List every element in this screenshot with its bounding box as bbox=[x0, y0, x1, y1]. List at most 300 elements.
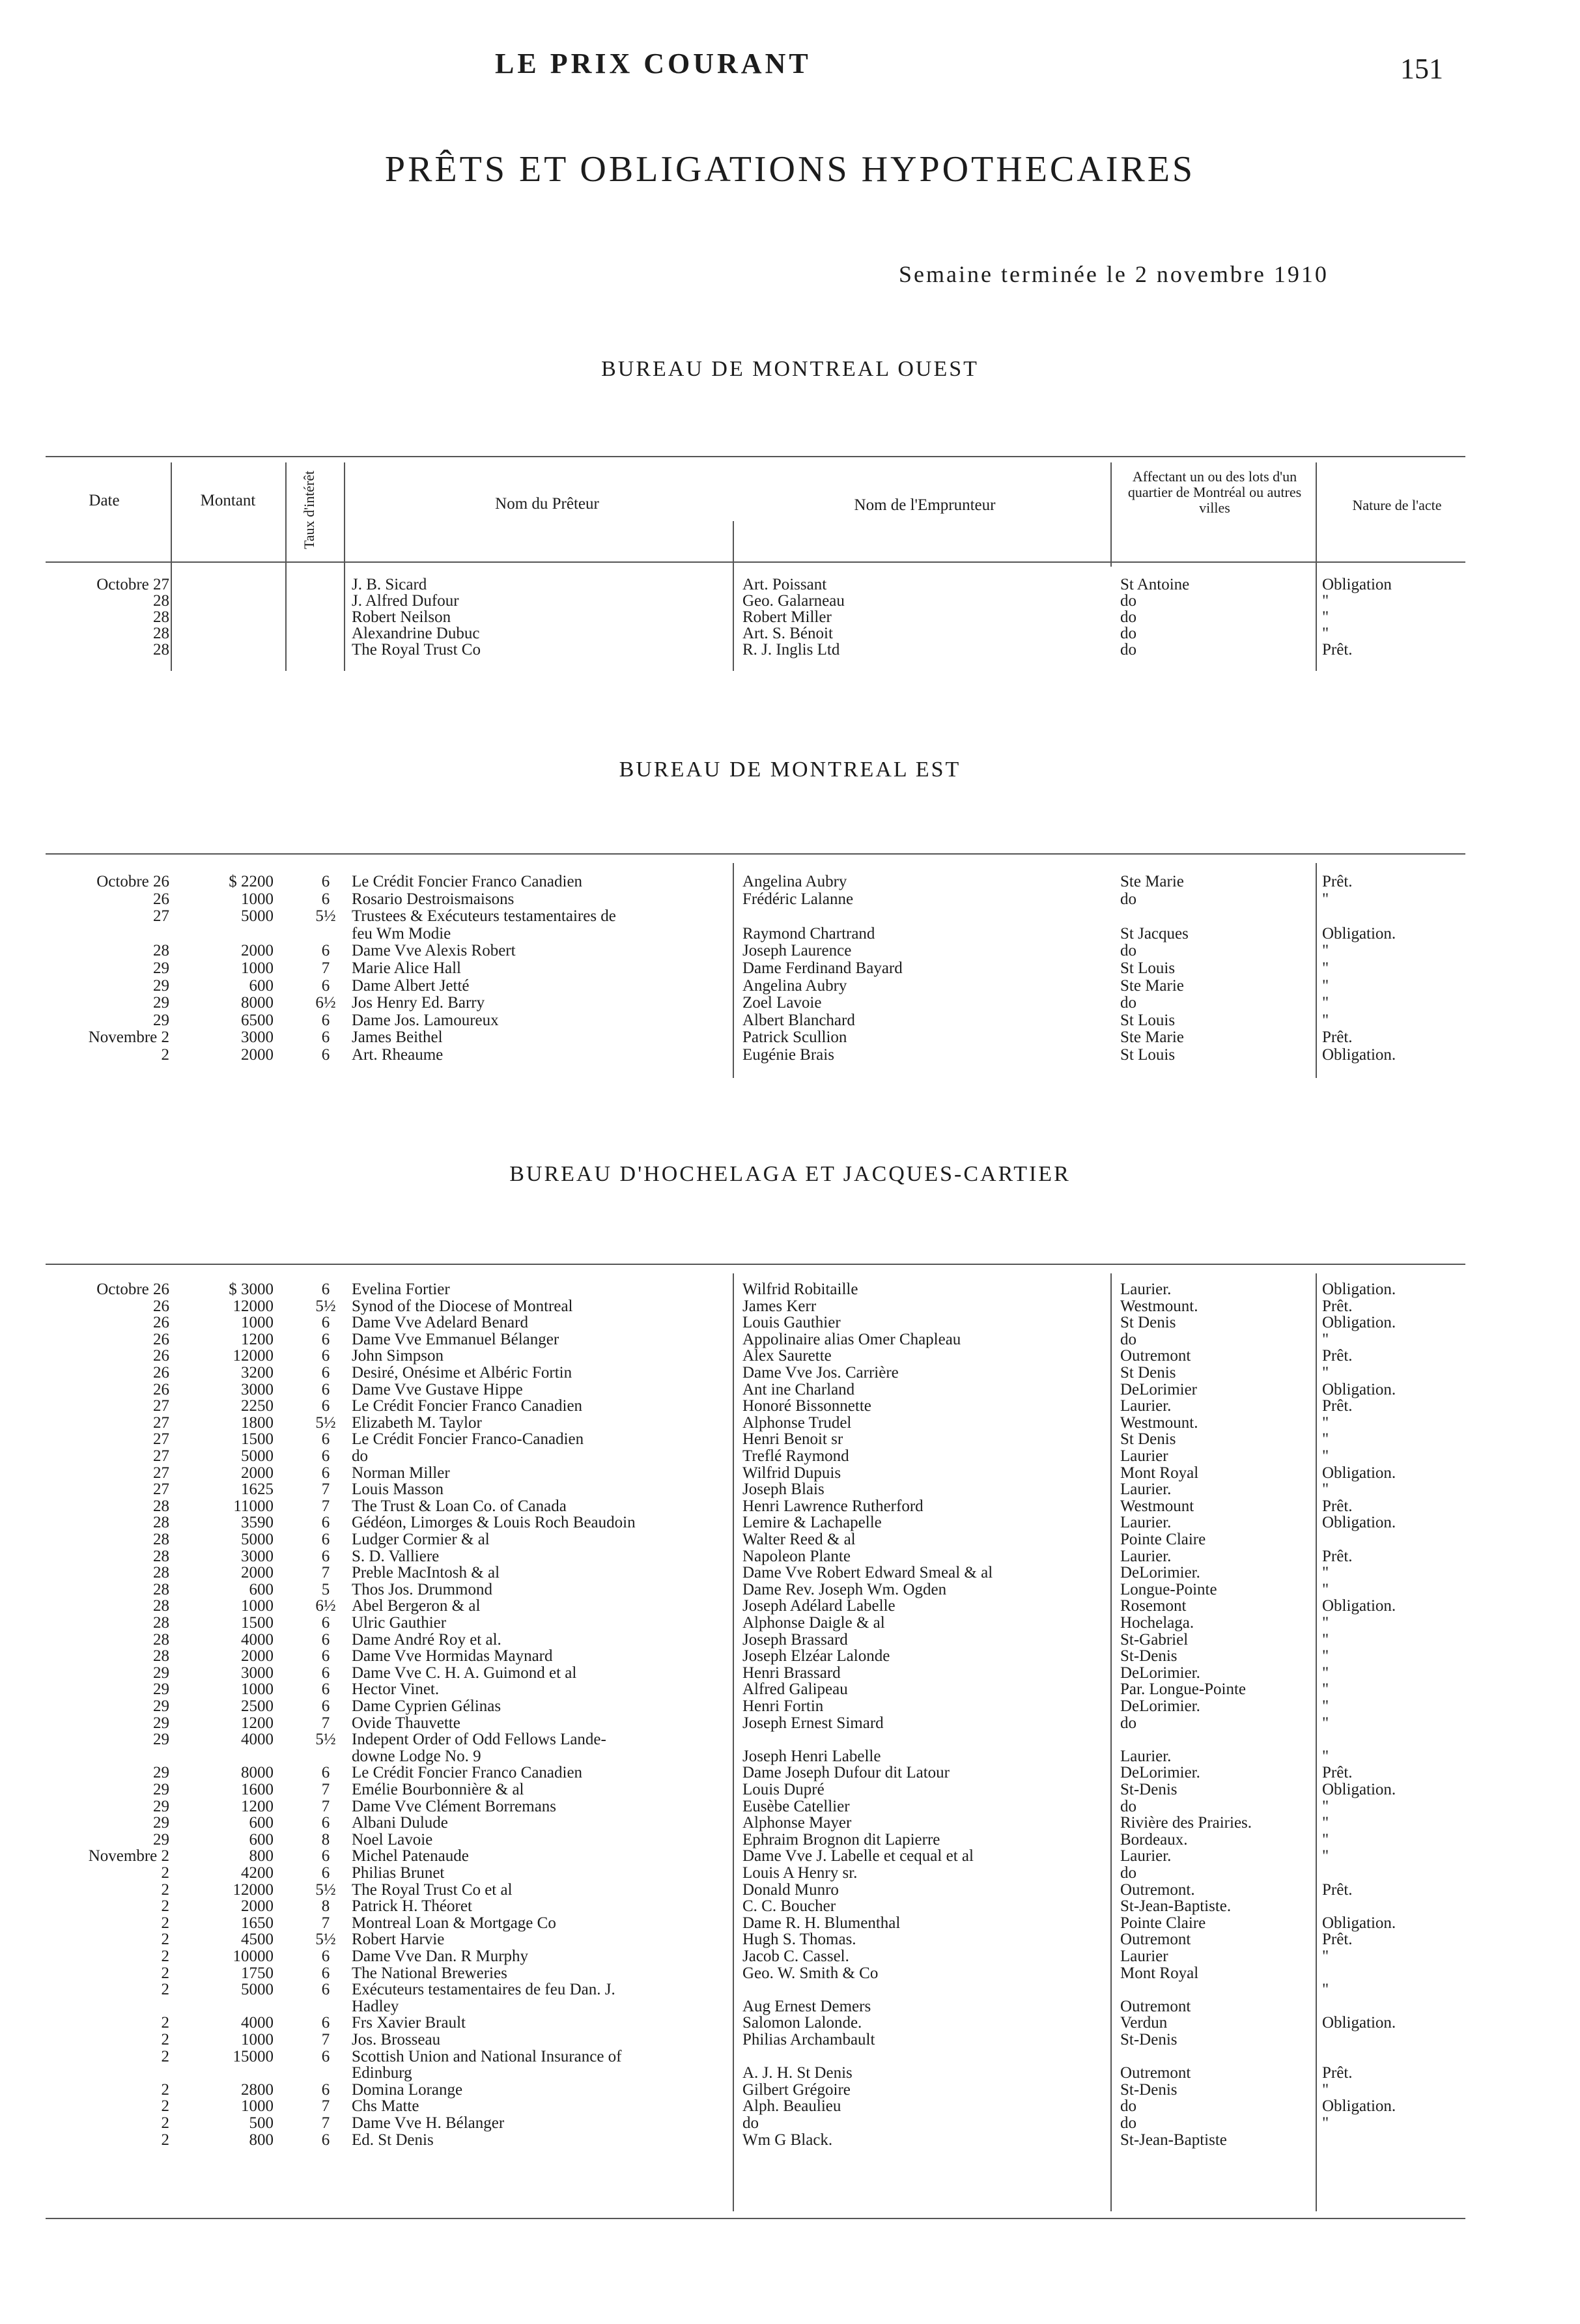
date-cell: 2 bbox=[161, 1981, 169, 1999]
location-cell: Rosemont bbox=[1120, 1597, 1187, 1615]
lender-cell: Preble MacIntosh & al bbox=[352, 1564, 500, 1582]
borrower-cell: Wilfrid Robitaille bbox=[742, 1281, 858, 1298]
location-cell: Pointe Claire bbox=[1120, 1531, 1206, 1548]
lender-cell: Thos Jos. Drummond bbox=[352, 1580, 492, 1598]
location-cell: St Louis bbox=[1120, 1046, 1176, 1064]
lender-cell: Frs Xavier Brault bbox=[352, 2014, 466, 2032]
nature-cell: Prêt. bbox=[1322, 1764, 1353, 1782]
location-cell: Outremont. bbox=[1120, 1880, 1195, 1899]
nature-cell: " bbox=[1322, 1714, 1329, 1732]
nature-cell: Obligation. bbox=[1322, 1914, 1396, 1932]
amount-cell: 800 bbox=[249, 1847, 274, 1865]
date-cell: 2 bbox=[161, 1914, 169, 1932]
date-cell: 29 bbox=[153, 1830, 169, 1849]
col-divider bbox=[285, 462, 287, 671]
location-cell: Outremont bbox=[1120, 1997, 1191, 2015]
lender-cell: Dame Vve Clément Borremans bbox=[352, 1797, 557, 1815]
nature-cell: " bbox=[1322, 1981, 1329, 1999]
amount-cell: 1000 bbox=[241, 1597, 274, 1615]
amount-cell: 1600 bbox=[241, 1781, 274, 1798]
lender-cell: Evelina Fortier bbox=[352, 1281, 450, 1298]
borrower-cell: Salomon Lalonde. bbox=[742, 2014, 862, 2032]
date-cell: 29 bbox=[153, 1680, 169, 1699]
borrower-cell: Dame Vve J. Labelle et cequal et al bbox=[742, 1847, 974, 1865]
rate-cell: 6 bbox=[321, 1630, 330, 1649]
borrower-cell: Wilfrid Dupuis bbox=[742, 1464, 841, 1482]
section-rule bbox=[46, 853, 1465, 855]
rate-cell: 6 bbox=[321, 873, 330, 890]
location-cell: St-Gabriel bbox=[1120, 1630, 1189, 1649]
borrower-cell: Treflé Raymond bbox=[742, 1447, 849, 1465]
nature-cell: " bbox=[1322, 959, 1329, 977]
date-cell: Novembre 2 bbox=[88, 1028, 169, 1047]
date-cell: 28 bbox=[153, 1531, 169, 1548]
rate-cell: 5 bbox=[321, 1580, 330, 1598]
rate-cell: 6 bbox=[321, 1664, 330, 1682]
borrower-cell: Joseph Blais bbox=[742, 1481, 825, 1499]
location-cell: do bbox=[1120, 1797, 1136, 1815]
rate-cell: 6 bbox=[321, 1011, 330, 1029]
amount-cell: 12000 bbox=[233, 1297, 274, 1315]
location-cell: Laurier. bbox=[1120, 1514, 1172, 1532]
col-head-location: Affectant un ou des lots d'un quartier de Montréal ou autres villes bbox=[1127, 468, 1302, 516]
amount-cell: 3000 bbox=[241, 1380, 274, 1398]
borrower-cell: Alphonse Trudel bbox=[742, 1413, 852, 1432]
borrower-cell: Appolinaire alias Omer Chapleau bbox=[742, 1330, 961, 1348]
location-cell: Verdun bbox=[1120, 2014, 1168, 2032]
rate-cell: 6 bbox=[321, 1647, 330, 1665]
amount-cell: 8000 bbox=[241, 994, 274, 1012]
borrower-cell: Walter Reed & al bbox=[742, 1531, 856, 1548]
rate-cell: 6½ bbox=[315, 994, 336, 1012]
borrower-cell: Joseph Laurence bbox=[742, 942, 852, 960]
date-cell: 29 bbox=[153, 1011, 169, 1029]
location-cell: Mont Royal bbox=[1120, 1964, 1199, 1982]
date-cell: 2 bbox=[161, 2097, 169, 2116]
amount-cell: 1625 bbox=[241, 1481, 274, 1499]
nature-cell: " bbox=[1322, 1664, 1329, 1682]
lender-cell: Robert Neilson bbox=[352, 608, 451, 626]
amount-cell: 12000 bbox=[233, 1880, 274, 1899]
location-cell: Longue-Pointe bbox=[1120, 1580, 1217, 1598]
nature-cell: " bbox=[1322, 2114, 1329, 2132]
rate-cell: 7 bbox=[321, 1497, 330, 1515]
date-cell: 29 bbox=[153, 1797, 169, 1815]
nature-cell: Obligation. bbox=[1322, 1380, 1396, 1398]
location-cell: do bbox=[1120, 608, 1136, 626]
borrower-cell: Raymond Chartrand bbox=[742, 924, 875, 942]
date-cell: 27 bbox=[153, 1481, 169, 1499]
location-cell: do bbox=[1120, 1864, 1136, 1882]
rate-cell: 7 bbox=[321, 2097, 330, 2116]
date-cell: 29 bbox=[153, 1764, 169, 1782]
borrower-cell: Frédéric Lalanne bbox=[742, 890, 854, 908]
nature-cell: " bbox=[1322, 1447, 1329, 1465]
amount-cell: 3000 bbox=[241, 1664, 274, 1682]
location-cell: Outremont bbox=[1120, 1347, 1191, 1365]
borrower-cell: Robert Miller bbox=[742, 608, 832, 626]
borrower-cell: Louis Dupré bbox=[742, 1781, 825, 1798]
location-cell: DeLorimier. bbox=[1120, 1664, 1200, 1682]
nature-cell: " bbox=[1322, 1747, 1329, 1765]
lender-cell: Marie Alice Hall bbox=[352, 959, 461, 977]
amount-cell: 500 bbox=[249, 2114, 274, 2132]
lender-cell: Scottish Union and National Insurance of bbox=[352, 2047, 622, 2065]
location-cell: St Denis bbox=[1120, 1364, 1176, 1382]
location-cell: do bbox=[1120, 942, 1136, 960]
lender-cell: J. Alfred Dufour bbox=[352, 592, 459, 610]
location-cell: Laurier bbox=[1120, 1948, 1168, 1965]
lender-cell: Philias Brunet bbox=[352, 1864, 445, 1882]
location-cell: St Antoine bbox=[1120, 576, 1190, 593]
lender-cell: Robert Harvie bbox=[352, 1931, 445, 1949]
lender-cell: Ed. St Denis bbox=[352, 2131, 434, 2149]
nature-cell: Obligation. bbox=[1322, 1464, 1396, 1482]
date-cell: 26 bbox=[153, 1364, 169, 1382]
borrower-cell: Donald Munro bbox=[742, 1880, 839, 1899]
borrower-cell: Gilbert Grégoire bbox=[742, 2080, 851, 2099]
rate-cell: 6 bbox=[321, 1430, 330, 1449]
table-bottom-rule bbox=[46, 2218, 1465, 2219]
lender-cell: Le Crédit Foncier Franco Canadien bbox=[352, 1764, 583, 1782]
date-cell: 28 bbox=[153, 1580, 169, 1598]
nature-cell: " bbox=[1322, 1697, 1329, 1715]
amount-cell: 15000 bbox=[233, 2047, 274, 2065]
nature-cell: Obligation. bbox=[1322, 1781, 1396, 1798]
amount-cell: 4000 bbox=[241, 1630, 274, 1649]
rate-cell: 6 bbox=[321, 942, 330, 960]
rate-cell: 6 bbox=[321, 2047, 330, 2065]
rate-cell: 6 bbox=[321, 1864, 330, 1882]
amount-cell: $ 3000 bbox=[229, 1281, 274, 1298]
nature-cell: " bbox=[1322, 1680, 1329, 1699]
lender-cell: Dame Vve Alexis Robert bbox=[352, 942, 516, 960]
lender-cell: Emélie Bourbonnière & al bbox=[352, 1781, 524, 1798]
borrower-cell: Honoré Bissonnette bbox=[742, 1397, 871, 1415]
lender-cell: The Trust & Loan Co. of Canada bbox=[352, 1497, 567, 1515]
rate-cell: 7 bbox=[321, 2031, 330, 2048]
col-divider bbox=[171, 462, 172, 671]
nature-cell: Obligation. bbox=[1322, 2014, 1396, 2032]
location-cell: Westmount. bbox=[1120, 1413, 1198, 1432]
nature-cell: " bbox=[1322, 1814, 1329, 1832]
borrower-cell: Louis A Henry sr. bbox=[742, 1864, 858, 1882]
lender-cell: Edinburg bbox=[352, 2064, 412, 2082]
date-cell: 28 bbox=[153, 1614, 169, 1632]
amount-cell: 5000 bbox=[241, 907, 274, 926]
date-cell: 2 bbox=[161, 2031, 169, 2048]
rate-cell: 8 bbox=[321, 1830, 330, 1849]
amount-cell: 1000 bbox=[241, 959, 274, 977]
amount-cell: 1650 bbox=[241, 1914, 274, 1932]
rate-cell: 5½ bbox=[315, 1931, 336, 1949]
borrower-cell: Dame Rev. Joseph Wm. Ogden bbox=[742, 1580, 947, 1598]
location-cell: do bbox=[1120, 641, 1136, 659]
borrower-cell: Jacob C. Cassel. bbox=[742, 1948, 849, 1965]
rate-cell: 6 bbox=[321, 1764, 330, 1782]
borrower-cell: Joseph Henri Labelle bbox=[742, 1747, 881, 1765]
nature-cell: " bbox=[1322, 2080, 1329, 2099]
location-cell: Westmount bbox=[1120, 1497, 1194, 1515]
borrower-cell: Philias Archambault bbox=[742, 2031, 875, 2048]
borrower-cell: C. C. Boucher bbox=[742, 1897, 836, 1916]
nature-cell: Obligation bbox=[1322, 576, 1392, 593]
rate-cell: 5½ bbox=[315, 1880, 336, 1899]
rate-cell: 6½ bbox=[315, 1597, 336, 1615]
borrower-cell: Ephraim Brognon dit Lapierre bbox=[742, 1830, 940, 1849]
nature-cell: Obligation. bbox=[1322, 1514, 1396, 1532]
borrower-cell: Dame Joseph Dufour dit Latour bbox=[742, 1764, 950, 1782]
rate-cell: 5½ bbox=[315, 907, 336, 926]
amount-cell: 2000 bbox=[241, 1464, 274, 1482]
borrower-cell: Zoel Lavoie bbox=[742, 994, 822, 1012]
amount-cell: 1000 bbox=[241, 2097, 274, 2116]
borrower-cell: Ant ine Charland bbox=[742, 1380, 855, 1398]
amount-cell: 11000 bbox=[233, 1497, 274, 1515]
borrower-cell: Joseph Ernest Simard bbox=[742, 1714, 884, 1732]
amount-cell: 2500 bbox=[241, 1697, 274, 1715]
rate-cell: 6 bbox=[321, 1514, 330, 1532]
location-cell: Outremont bbox=[1120, 1931, 1191, 1949]
location-cell: do bbox=[1120, 1714, 1136, 1732]
borrower-cell: Eusèbe Catellier bbox=[742, 1797, 850, 1815]
col-head-borrower: Nom de l'Emprunteur bbox=[854, 496, 996, 514]
lender-cell: Le Crédit Foncier Franco-Canadien bbox=[352, 1430, 584, 1449]
lender-cell: Dame Cyprien Gélinas bbox=[352, 1697, 501, 1715]
amount-cell: 3200 bbox=[241, 1364, 274, 1382]
location-cell: Mont Royal bbox=[1120, 1464, 1199, 1482]
amount-cell: 4000 bbox=[241, 2014, 274, 2032]
nature-cell: " bbox=[1322, 1797, 1329, 1815]
date-cell: 29 bbox=[153, 1664, 169, 1682]
borrower-cell: Dame Ferdinand Bayard bbox=[742, 959, 903, 977]
lender-cell: James Beithel bbox=[352, 1028, 443, 1047]
rate-cell: 6 bbox=[321, 1948, 330, 1965]
location-cell: Par. Longue-Pointe bbox=[1120, 1680, 1247, 1699]
lender-cell: Le Crédit Foncier Franco Canadien bbox=[352, 1397, 583, 1415]
rate-cell: 7 bbox=[321, 1914, 330, 1932]
borrower-cell: Wm G Black. bbox=[742, 2131, 833, 2149]
borrower-cell: Louis Gauthier bbox=[742, 1314, 841, 1332]
rate-cell: 6 bbox=[321, 1464, 330, 1482]
location-cell: St Louis bbox=[1120, 959, 1176, 977]
rate-cell: 6 bbox=[321, 890, 330, 908]
borrower-cell: James Kerr bbox=[742, 1297, 817, 1315]
rate-cell: 6 bbox=[321, 1614, 330, 1632]
borrower-cell: Joseph Brassard bbox=[742, 1630, 848, 1649]
rate-cell: 6 bbox=[321, 1680, 330, 1699]
date-cell: 26 bbox=[153, 1314, 169, 1332]
borrower-cell: Henri Fortin bbox=[742, 1697, 824, 1715]
location-cell: Ste Marie bbox=[1120, 873, 1184, 890]
rate-cell: 6 bbox=[321, 1397, 330, 1415]
location-cell: Ste Marie bbox=[1120, 976, 1184, 995]
lender-cell: Trustees & Exécuteurs testamentaires de bbox=[352, 907, 616, 926]
date-cell: 29 bbox=[153, 1781, 169, 1798]
date-cell: 2 bbox=[161, 2080, 169, 2099]
date-cell: 28 bbox=[153, 1597, 169, 1615]
location-cell: Outremont bbox=[1120, 2064, 1191, 2082]
location-cell: Laurier. bbox=[1120, 1481, 1172, 1499]
borrower-cell: Dame Vve Robert Edward Smeal & al bbox=[742, 1564, 993, 1582]
page-number: 151 bbox=[1400, 53, 1443, 85]
rate-cell: 6 bbox=[321, 1347, 330, 1365]
date-cell: 2 bbox=[161, 1964, 169, 1982]
location-cell: St-Jean-Baptiste bbox=[1120, 2131, 1227, 2149]
date-cell: 29 bbox=[153, 959, 169, 977]
date-cell: 28 bbox=[153, 1514, 169, 1532]
nature-cell: " bbox=[1322, 625, 1329, 642]
location-cell: St-Denis bbox=[1120, 2080, 1178, 2099]
amount-cell: 2800 bbox=[241, 2080, 274, 2099]
rate-cell: 6 bbox=[321, 2014, 330, 2032]
nature-cell: " bbox=[1322, 1430, 1329, 1449]
date-cell: 28 bbox=[153, 1547, 169, 1565]
date-cell: 2 bbox=[161, 1864, 169, 1882]
nature-cell: " bbox=[1322, 1948, 1329, 1965]
date-cell: 27 bbox=[153, 1464, 169, 1482]
table-header-bottom-rule bbox=[46, 561, 1465, 563]
date-cell: Octobre 26 bbox=[96, 873, 169, 890]
rate-cell: 6 bbox=[321, 1697, 330, 1715]
nature-cell: " bbox=[1322, 890, 1329, 908]
nature-cell: " bbox=[1322, 1330, 1329, 1348]
nature-cell: Prêt. bbox=[1322, 1347, 1353, 1365]
borrower-cell: Alphonse Daigle & al bbox=[742, 1614, 885, 1632]
date-cell: 28 bbox=[153, 1497, 169, 1515]
borrower-cell: Henri Lawrence Rutherford bbox=[742, 1497, 924, 1515]
location-cell: Laurier. bbox=[1120, 1281, 1172, 1298]
borrower-cell: Eugénie Brais bbox=[742, 1046, 834, 1064]
lender-cell: Domina Lorange bbox=[352, 2080, 463, 2099]
lender-cell: Exécuteurs testamentaires de feu Dan. J. bbox=[352, 1981, 615, 1999]
date-cell: 2 bbox=[161, 1046, 169, 1064]
location-cell: DeLorimier. bbox=[1120, 1564, 1200, 1582]
borrower-cell: Hugh S. Thomas. bbox=[742, 1931, 856, 1949]
amount-cell: 1500 bbox=[241, 1614, 274, 1632]
col-divider bbox=[344, 462, 345, 671]
date-cell: 26 bbox=[153, 1347, 169, 1365]
borrower-cell: Art. S. Bénoit bbox=[742, 625, 833, 642]
lender-cell: do bbox=[352, 1447, 368, 1465]
date-cell: 29 bbox=[153, 1697, 169, 1715]
lender-cell: Indepent Order of Odd Fellows Lande- bbox=[352, 1731, 606, 1749]
borrower-cell: Aug Ernest Demers bbox=[742, 1997, 871, 2015]
lender-cell: Alexandrine Dubuc bbox=[352, 625, 480, 642]
date-cell: 2 bbox=[161, 1897, 169, 1916]
location-cell: Rivière des Prairies. bbox=[1120, 1814, 1252, 1832]
location-cell: St Louis bbox=[1120, 1011, 1176, 1029]
amount-cell: 4200 bbox=[241, 1864, 274, 1882]
amount-cell: 600 bbox=[249, 1580, 274, 1598]
lender-cell: Hadley bbox=[352, 1997, 399, 2015]
amount-cell: 800 bbox=[249, 2131, 274, 2149]
journal-title: LE PRIX COURANT bbox=[495, 48, 811, 79]
amount-cell: 600 bbox=[249, 1830, 274, 1849]
location-cell: do bbox=[1120, 2114, 1136, 2132]
borrower-cell: Albert Blanchard bbox=[742, 1011, 855, 1029]
date-cell: 29 bbox=[153, 1731, 169, 1749]
amount-cell: 5000 bbox=[241, 1447, 274, 1465]
lender-cell: Ludger Cormier & al bbox=[352, 1531, 490, 1548]
col-divider bbox=[1316, 462, 1317, 671]
nature-cell: " bbox=[1322, 1580, 1329, 1598]
amount-cell: 2000 bbox=[241, 1647, 274, 1665]
date-cell: 27 bbox=[153, 1413, 169, 1432]
amount-cell: 600 bbox=[249, 1814, 274, 1832]
lender-cell: Art. Rheaume bbox=[352, 1046, 444, 1064]
rate-cell: 5½ bbox=[315, 1731, 336, 1749]
nature-cell: Obligation. bbox=[1322, 1314, 1396, 1332]
location-cell: Ste Marie bbox=[1120, 1028, 1184, 1047]
lender-cell: Albani Dulude bbox=[352, 1814, 448, 1832]
amount-cell: 1800 bbox=[241, 1413, 274, 1432]
date-cell: Novembre 2 bbox=[88, 1847, 169, 1865]
date-cell: 28 bbox=[153, 1647, 169, 1665]
location-cell: Laurier bbox=[1120, 1447, 1168, 1465]
location-cell: St-Denis bbox=[1120, 1647, 1178, 1665]
date-cell: 29 bbox=[153, 1714, 169, 1732]
nature-cell: " bbox=[1322, 1830, 1329, 1849]
location-cell: DeLorimier bbox=[1120, 1380, 1198, 1398]
lender-cell: Louis Masson bbox=[352, 1481, 444, 1499]
date-cell: 26 bbox=[153, 1297, 169, 1315]
lender-cell: Ovide Thauvette bbox=[352, 1714, 460, 1732]
rate-cell: 6 bbox=[321, 1447, 330, 1465]
lender-cell: Dame Vve Adelard Benard bbox=[352, 1314, 528, 1332]
nature-cell: " bbox=[1322, 1364, 1329, 1382]
lender-cell: Noel Lavoie bbox=[352, 1830, 433, 1849]
col-head-rate: Taux d'intérêt bbox=[301, 470, 317, 549]
lender-cell: Chs Matte bbox=[352, 2097, 419, 2116]
lender-cell: Dame Vve H. Bélanger bbox=[352, 2114, 505, 2132]
nature-cell: Prêt. bbox=[1322, 641, 1353, 659]
rate-cell: 7 bbox=[321, 1781, 330, 1798]
borrower-cell: do bbox=[742, 2114, 759, 2132]
borrower-cell: Alfred Galipeau bbox=[742, 1680, 848, 1699]
nature-cell: " bbox=[1322, 1011, 1329, 1029]
amount-cell: 2000 bbox=[241, 1046, 274, 1064]
borrower-cell: Henri Brassard bbox=[742, 1664, 841, 1682]
location-cell: do bbox=[1120, 592, 1136, 610]
nature-cell: Obligation. bbox=[1322, 1281, 1396, 1298]
rate-cell: 6 bbox=[321, 1547, 330, 1565]
lender-cell: Gédéon, Limorges & Louis Roch Beaudoin bbox=[352, 1514, 636, 1532]
nature-cell: Obligation. bbox=[1322, 1046, 1396, 1064]
nature-cell: " bbox=[1322, 1564, 1329, 1582]
lender-cell: The Royal Trust Co bbox=[352, 641, 481, 659]
rate-cell: 6 bbox=[321, 1981, 330, 1999]
location-cell: do bbox=[1120, 625, 1136, 642]
lender-cell: J. B. Sicard bbox=[352, 576, 427, 593]
section-title-hochelaga: BUREAU D'HOCHELAGA ET JACQUES-CARTIER bbox=[509, 1162, 1071, 1186]
nature-cell: Obligation. bbox=[1322, 924, 1396, 942]
borrower-cell: R. J. Inglis Ltd bbox=[742, 641, 840, 659]
rate-cell: 6 bbox=[321, 1964, 330, 1982]
rate-cell: 7 bbox=[321, 2114, 330, 2132]
lender-cell: Jos Henry Ed. Barry bbox=[352, 994, 485, 1012]
amount-cell: 1200 bbox=[241, 1797, 274, 1815]
nature-cell: " bbox=[1322, 1481, 1329, 1499]
borrower-cell: Alph. Beaulieu bbox=[742, 2097, 841, 2116]
lender-cell: The Royal Trust Co et al bbox=[352, 1880, 513, 1899]
amount-cell: 1000 bbox=[241, 890, 274, 908]
amount-cell: 1000 bbox=[241, 2031, 274, 2048]
location-cell: do bbox=[1120, 890, 1136, 908]
location-cell: Laurier. bbox=[1120, 1847, 1172, 1865]
section-title-montreal-ouest: BUREAU DE MONTREAL OUEST bbox=[601, 357, 979, 381]
rate-cell: 7 bbox=[321, 1564, 330, 1582]
